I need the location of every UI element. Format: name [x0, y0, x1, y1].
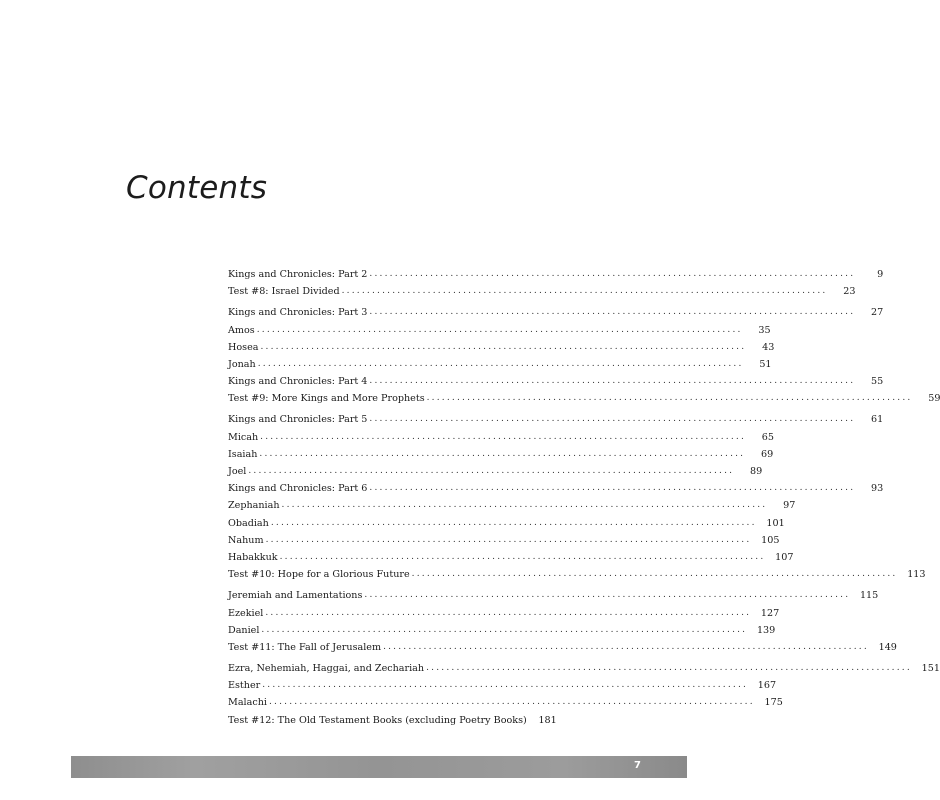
- toc-entry-page: 101: [766, 517, 785, 529]
- toc-entry[interactable]: [228, 566, 926, 583]
- toc-entry-page: 127: [760, 607, 780, 619]
- dot-leader: ................................................................................................: [426, 393, 913, 404]
- dot-leader: ................................................................................................: [369, 268, 856, 279]
- table-of-contents: [228, 266, 940, 733]
- toc-entry-page: 27: [871, 307, 884, 319]
- toc-entry-page: 69: [761, 448, 774, 460]
- toc-entry-page: 55: [871, 376, 884, 388]
- dot-leader: ................................................................................................: [270, 517, 757, 528]
- toc-group: [228, 266, 884, 300]
- toc-entry-page: 167: [757, 680, 777, 692]
- toc-entry-label: Kings and Chronicles: Part 3: [228, 307, 368, 319]
- toc-entry-page: 35: [758, 324, 771, 336]
- toc-entry-page: 139: [756, 624, 776, 636]
- toc-entry[interactable]: [228, 373, 884, 390]
- toc-entry-page: 97: [783, 500, 796, 512]
- toc-entry-label: Hosea: [228, 341, 259, 353]
- toc-entry-page: 181: [538, 714, 557, 726]
- toc-entry[interactable]: [228, 322, 771, 339]
- dot-leader: ................................................................................................: [261, 624, 748, 635]
- toc-entry-label: Test #10: Hope for a Glorious Future: [228, 569, 410, 581]
- dot-leader: ................................................................................................: [260, 431, 747, 442]
- toc-entry[interactable]: [228, 587, 879, 604]
- toc-entry[interactable]: [228, 695, 783, 712]
- dot-leader: ................................................................................................: [248, 466, 735, 477]
- toc-entry-label: Jeremiah and Lamentations: [228, 590, 363, 602]
- toc-entry[interactable]: [228, 515, 785, 532]
- toc-entry-label: Obadiah: [228, 517, 269, 529]
- dot-leader: ................................................................................................: [265, 534, 752, 545]
- toc-entry-label: Ezekiel: [228, 607, 264, 619]
- dot-leader: ................................................................................................: [259, 448, 746, 459]
- toc-entry-label: Kings and Chronicles: Part 5: [228, 414, 368, 426]
- dot-leader: ................................................................................................: [364, 590, 851, 601]
- dot-leader: ................................................................................................: [341, 286, 828, 297]
- toc-entry-page: 43: [762, 341, 775, 353]
- toc-entry-label: Jonah: [228, 358, 256, 370]
- toc-entry-label: Isaiah: [228, 448, 258, 460]
- toc-group: [228, 412, 926, 584]
- toc-entry-label: Test #11: The Fall of Jerusalem: [228, 641, 382, 653]
- dot-leader: ................................................................................................: [260, 341, 747, 352]
- toc-entry-page: 115: [859, 590, 879, 602]
- dot-leader: ................................................................................................: [426, 663, 912, 674]
- toc-entry-label: Micah: [228, 431, 259, 443]
- toc-entry-label: Test #12: The Old Testament Books (excluding Poetry Books): [228, 714, 527, 726]
- toc-entry-label: Ezra, Nehemiah, Haggai, and Zechariah: [228, 663, 425, 675]
- toc-entry-label: Esther: [228, 680, 261, 692]
- toc-entry[interactable]: [228, 463, 763, 480]
- toc-entry-label: Habakkuk: [228, 551, 278, 563]
- toc-entry-label: Kings and Chronicles: Part 2: [228, 268, 368, 280]
- page-number: 7: [634, 760, 641, 771]
- toc-entry-label: Kings and Chronicles: Part 6: [228, 483, 368, 495]
- dot-leader: ................................................................................................: [369, 483, 856, 494]
- toc-entry[interactable]: [228, 622, 776, 639]
- dot-leader: ................................................................................................: [383, 641, 869, 652]
- toc-entry-page: 113: [907, 569, 926, 581]
- toc-entry[interactable]: [228, 497, 796, 514]
- dot-leader: ................................................................................................: [265, 607, 752, 618]
- toc-entry-page: 51: [759, 358, 772, 370]
- toc-entry-page: 65: [761, 431, 775, 443]
- toc-group: [228, 304, 940, 407]
- toc-entry-label: Daniel: [228, 624, 260, 636]
- toc-entry[interactable]: [228, 429, 775, 446]
- toc-entry-page: 175: [764, 697, 783, 709]
- toc-entry[interactable]: [228, 266, 884, 283]
- toc-entry-label: Test #9: More Kings and More Prophets: [228, 393, 425, 405]
- toc-group: [228, 587, 897, 656]
- dot-leader: ................................................................................................: [262, 680, 749, 691]
- toc-entry[interactable]: [228, 480, 884, 497]
- toc-entry-page: 105: [761, 534, 780, 546]
- dot-leader: ................................................................................................: [369, 414, 856, 425]
- toc-entry[interactable]: [228, 446, 774, 463]
- toc-entry-page: 61: [871, 414, 884, 426]
- toc-entry[interactable]: [228, 712, 557, 729]
- toc-entry[interactable]: [228, 283, 856, 300]
- footer-bar: [71, 756, 687, 778]
- toc-entry[interactable]: [228, 412, 884, 429]
- dot-leader: ................................................................................................: [281, 500, 768, 511]
- toc-entry-label: Test #8: Israel Divided: [228, 286, 340, 298]
- toc-entry[interactable]: [228, 639, 897, 656]
- toc-entry[interactable]: [228, 549, 794, 566]
- page-title: Contents: [126, 170, 268, 206]
- toc-entry-page: 23: [843, 286, 856, 298]
- dot-leader: ................................................................................................: [411, 569, 898, 580]
- toc-entry[interactable]: [228, 532, 780, 549]
- toc-entry-page: 107: [775, 551, 794, 563]
- toc-entry-label: Nahum: [228, 534, 264, 546]
- toc-entry-label: Kings and Chronicles: Part 4: [228, 376, 368, 388]
- toc-entry-page: 89: [750, 466, 763, 478]
- toc-entry[interactable]: [228, 339, 775, 356]
- dot-leader: ................................................................................................: [369, 376, 856, 387]
- toc-entry[interactable]: [228, 304, 884, 321]
- dot-leader: ................................................................................................: [369, 307, 856, 318]
- toc-group: [228, 660, 940, 729]
- toc-entry-page: 59: [928, 393, 940, 405]
- toc-entry[interactable]: [228, 605, 780, 622]
- toc-entry[interactable]: [228, 390, 940, 407]
- toc-entry-label: Joel: [228, 466, 247, 478]
- dot-leader: ................................................................................................: [268, 697, 755, 708]
- toc-entry[interactable]: [228, 660, 940, 677]
- toc-entry[interactable]: [228, 356, 772, 373]
- toc-entry-page: 149: [878, 641, 897, 653]
- toc-entry-page: 9: [877, 268, 884, 280]
- dot-leader: ................................................................................................: [279, 551, 766, 562]
- toc-entry-label: Malachi: [228, 697, 267, 709]
- toc-entry-label: Amos: [228, 324, 255, 336]
- toc-entry[interactable]: [228, 677, 777, 694]
- toc-entry-page: 151: [921, 663, 940, 675]
- dot-leader: ................................................................................................: [256, 324, 743, 335]
- toc-entry-page: 93: [871, 483, 884, 495]
- dot-leader: ................................................................................................: [257, 358, 744, 369]
- toc-entry-label: Zephaniah: [228, 500, 280, 512]
